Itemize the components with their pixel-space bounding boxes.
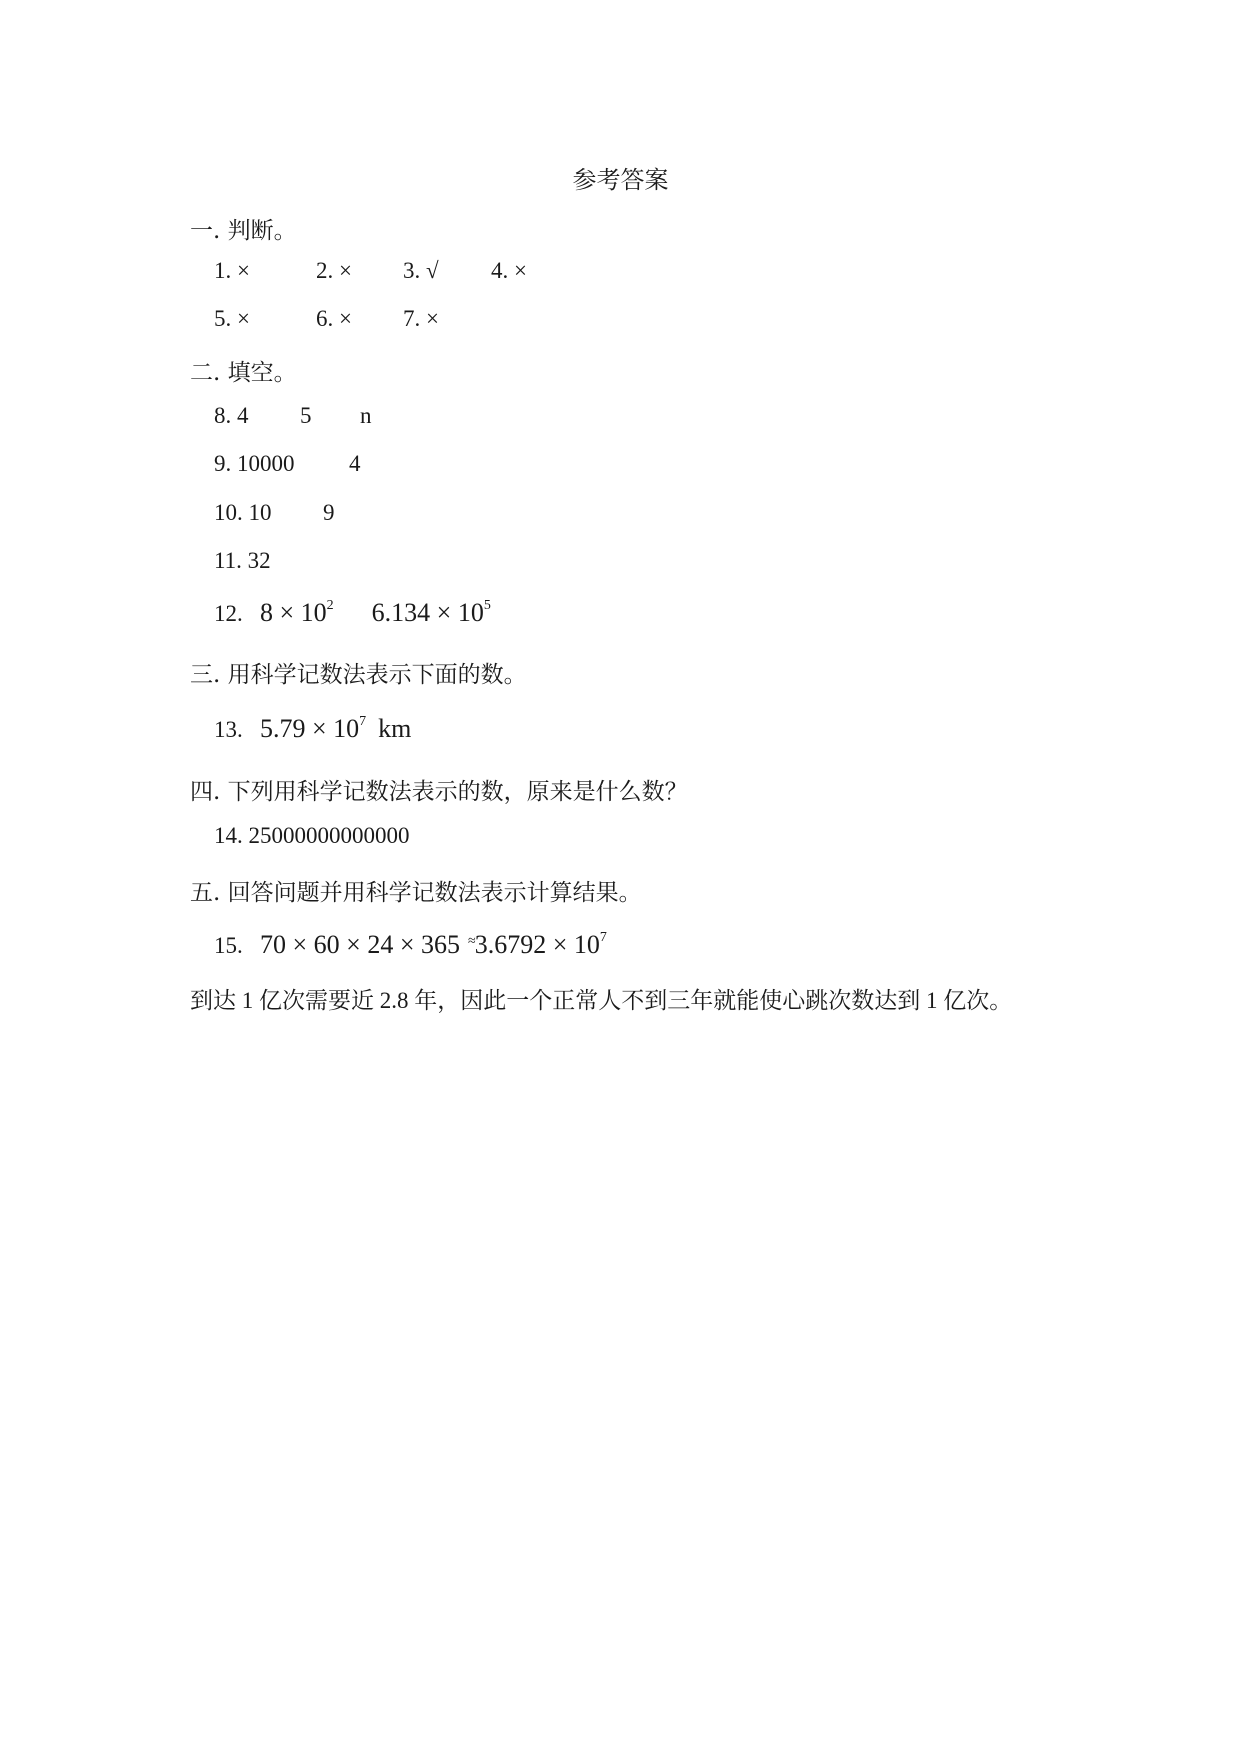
answer-8-a: 8. 4 [214,403,249,428]
section-heading-4: 四. 下列用科学记数法表示的数，原来是什么数？ [190,779,688,805]
answer-8 [214,403,372,429]
answer-3: 3. √ [403,258,439,283]
answer-11: 11. 32 [214,548,271,573]
answer-row-2 [214,306,439,332]
answer-9-a: 9. 10000 [214,451,295,476]
section-heading-1: 一. 判断。 [190,218,297,244]
answer-2: 2. × [316,258,352,283]
answer-15-expression: 70 × 60 × 24 × 365 [260,930,460,959]
answer-15-conclusion: 到达 1 亿次需要近 2.8 年，因此一个正常人不到三年就能使心跳次数达到 1 亿次。 [190,988,1013,1013]
answer-15-num: 15. [214,933,243,958]
answer-12-a: $8 \times 10^2$ [260,598,334,627]
answer-12 [214,598,491,628]
answer-10 [214,500,335,526]
answer-10-a: 10. 10 [214,500,272,525]
section-heading-5: 五. 回答问题并用科学记数法表示计算结果。 [190,880,642,906]
answer-15 [214,930,607,960]
answer-6: 6. × [316,306,352,331]
approx-symbol: ≈ [468,934,475,949]
answer-14: 14. 25000000000000 [214,823,410,848]
section-heading-2: 二. 填空。 [190,360,297,386]
answer-13-num: 13. [214,717,243,742]
page-title: 参考答案 [572,166,669,194]
answer-8-b: 5 [300,403,312,428]
answer-10-b: 9 [323,500,335,525]
answer-1: 1. × [214,258,250,283]
answer-13-unit: km [378,714,412,743]
answer-5: 5. × [214,306,250,331]
answer-15-result: $3.6792 \times 10^7$ [474,930,607,959]
answer-9-b: 4 [349,451,361,476]
answer-4: 4. × [491,258,527,283]
answer-row-1 [214,258,527,284]
answer-7: 7. × [403,306,439,331]
answer-8-c: n [360,403,372,428]
answer-12-num: 12. [214,601,243,626]
answer-9 [214,451,361,477]
answer-12-b: $6.134 \times 10^5$ [371,598,491,627]
answer-13 [214,714,411,744]
section-heading-3: 三. 用科学记数法表示下面的数。 [190,662,527,688]
answer-13-value: $5.79 \times 10^7$ [260,714,367,743]
